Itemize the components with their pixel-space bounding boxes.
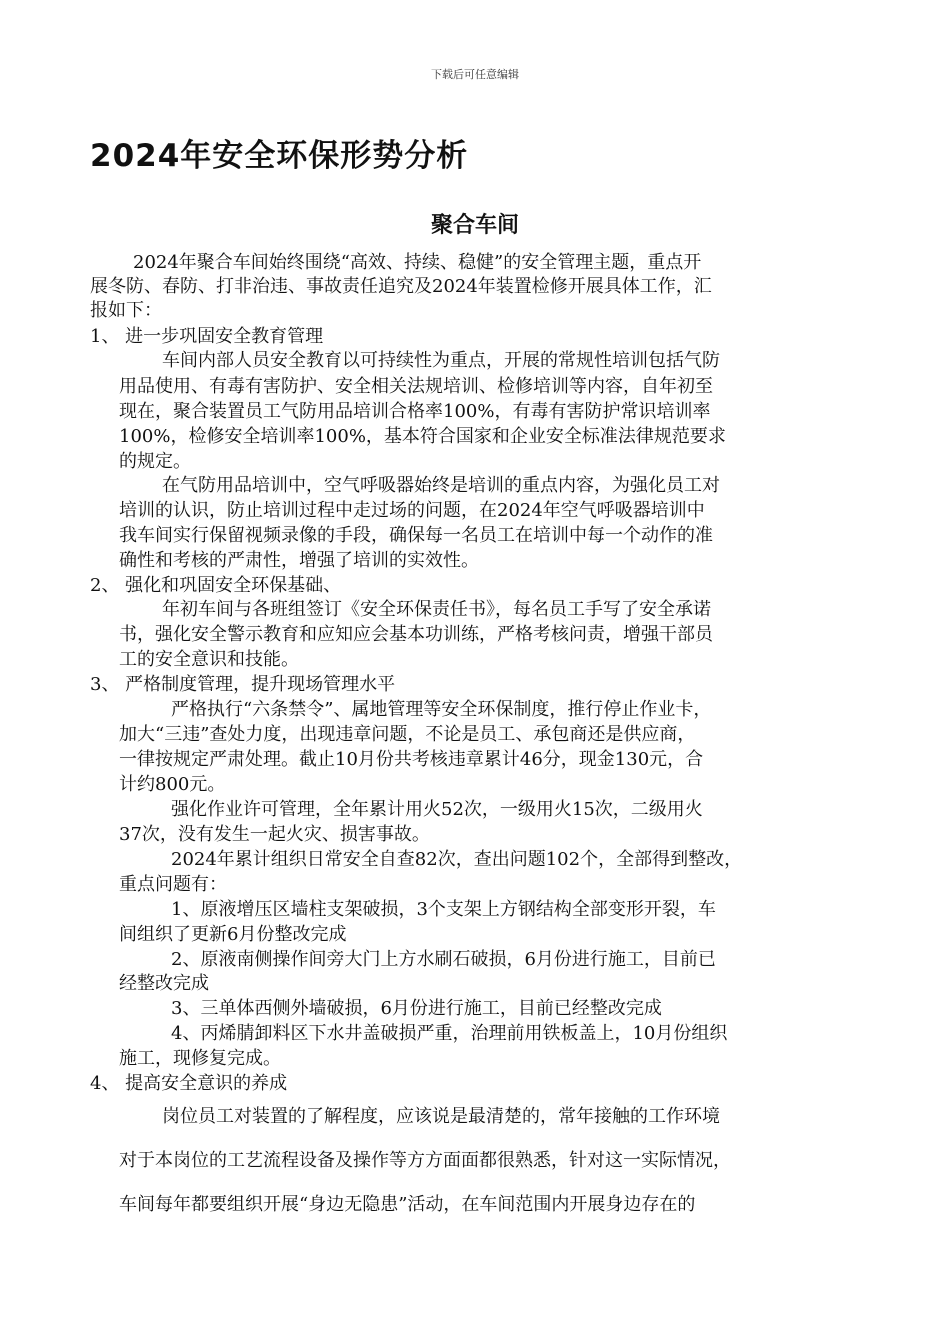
body-line: 年初车间与各班组签订《安全环保责任书》，每名员工手写了安全承诺 bbox=[162, 599, 711, 620]
body-line: 车间内部人员安全教育以可持续性为重点，开展的常规性培训包括气防 bbox=[162, 350, 720, 371]
body-line: 报如下： bbox=[90, 300, 162, 321]
body-line: 现在，聚合装置员工气防用品培训合格率100%，有毒有害防护常识培训率 bbox=[119, 401, 711, 422]
section-title: 聚合车间 bbox=[430, 213, 519, 238]
document-title: 2024年安全环保形势分析 bbox=[90, 138, 469, 174]
body-line: 书，强化安全警示教育和应知应会基本功训练，严格考核问责，增强干部员 bbox=[119, 624, 713, 645]
list-heading: 1、 进一步巩固安全教育管理 bbox=[90, 326, 324, 347]
list-item: 3、三单体西侧外墙破损，6月份进行施工，目前已经整改完成 bbox=[171, 998, 662, 1019]
body-line: 的规定。 bbox=[119, 451, 191, 472]
list-heading: 4、 提高安全意识的养成 bbox=[90, 1073, 288, 1094]
body-line: 37次，没有发生一起火灾、损害事故。 bbox=[119, 824, 430, 845]
body-line: 一律按规定严肃处理。截止10月份共考核违章累计46分，现金130元，合 bbox=[119, 749, 704, 770]
body-line: 工的安全意识和技能。 bbox=[119, 649, 299, 670]
list-heading: 3、 严格制度管理，提升现场管理水平 bbox=[90, 674, 396, 695]
list-item: 4、丙烯腈卸料区下水井盖破损严重，治理前用铁板盖上，10月份组织 bbox=[171, 1023, 728, 1044]
body-line: 我车间实行保留视频录像的手段，确保每一名员工在培训中每一个动作的准 bbox=[119, 525, 713, 546]
list-item: 经整改完成 bbox=[119, 973, 209, 994]
body-line: 强化作业许可管理，全年累计用火52次，一级用火15次，二级用火 bbox=[171, 799, 703, 820]
list-item: 1、原液增压区墙柱支架破损，3个支架上方钢结构全部变形开裂，车 bbox=[171, 899, 716, 920]
list-heading: 2、 强化和巩固安全环保基础、 bbox=[90, 575, 342, 596]
body-line: 岗位员工对装置的了解程度，应该说是最清楚的，常年接触的工作环境 bbox=[162, 1106, 720, 1127]
header-note: 下载后可任意编辑 bbox=[431, 68, 519, 81]
body-line: 2024年聚合车间始终围绕“高效、持续、稳健”的安全管理主题，重点开 bbox=[133, 252, 702, 273]
body-line: 在气防用品培训中，空气呼吸器始终是培训的重点内容，为强化员工对 bbox=[162, 475, 720, 496]
body-line: 2024年累计组织日常安全自查82次，查出问题102个，全部得到整改， bbox=[171, 849, 743, 870]
body-line: 100%，检修安全培训率100%，基本符合国家和企业安全标准法律规范要求 bbox=[119, 426, 726, 447]
body-line: 加大“三违”查处力度，出现违章问题，不论是员工、承包商还是供应商， bbox=[119, 724, 696, 745]
body-line: 计约800元。 bbox=[119, 774, 226, 795]
body-line: 重点问题有： bbox=[119, 874, 227, 895]
body-line: 严格执行“六条禁令”、属地管理等安全环保制度，推行停止作业卡， bbox=[171, 699, 712, 720]
body-line: 用品使用、有毒有害防护、安全相关法规培训、检修培训等内容，自年初至 bbox=[119, 376, 713, 397]
body-line: 培训的认识，防止培训过程中走过场的问题，在2024年空气呼吸器培训中 bbox=[119, 500, 705, 521]
body-line: 展冬防、春防、打非治违、事故责任追究及2024年装置检修开展具体工作，汇 bbox=[90, 276, 712, 297]
body-line: 对于本岗位的工艺流程设备及操作等方方面面都很熟悉，针对这一实际情况， bbox=[119, 1150, 731, 1171]
list-item: 间组织了更新6月份整改完成 bbox=[119, 924, 347, 945]
list-item: 施工，现修复完成。 bbox=[119, 1048, 281, 1069]
list-item: 2、原液南侧操作间旁大门上方水刷石破损，6月份进行施工，目前已 bbox=[171, 949, 716, 970]
body-line: 车间每年都要组织开展“身边无隐患”活动，在车间范围内开展身边存在的 bbox=[119, 1194, 696, 1215]
body-line: 确性和考核的严肃性，增强了培训的实效性。 bbox=[119, 550, 479, 571]
